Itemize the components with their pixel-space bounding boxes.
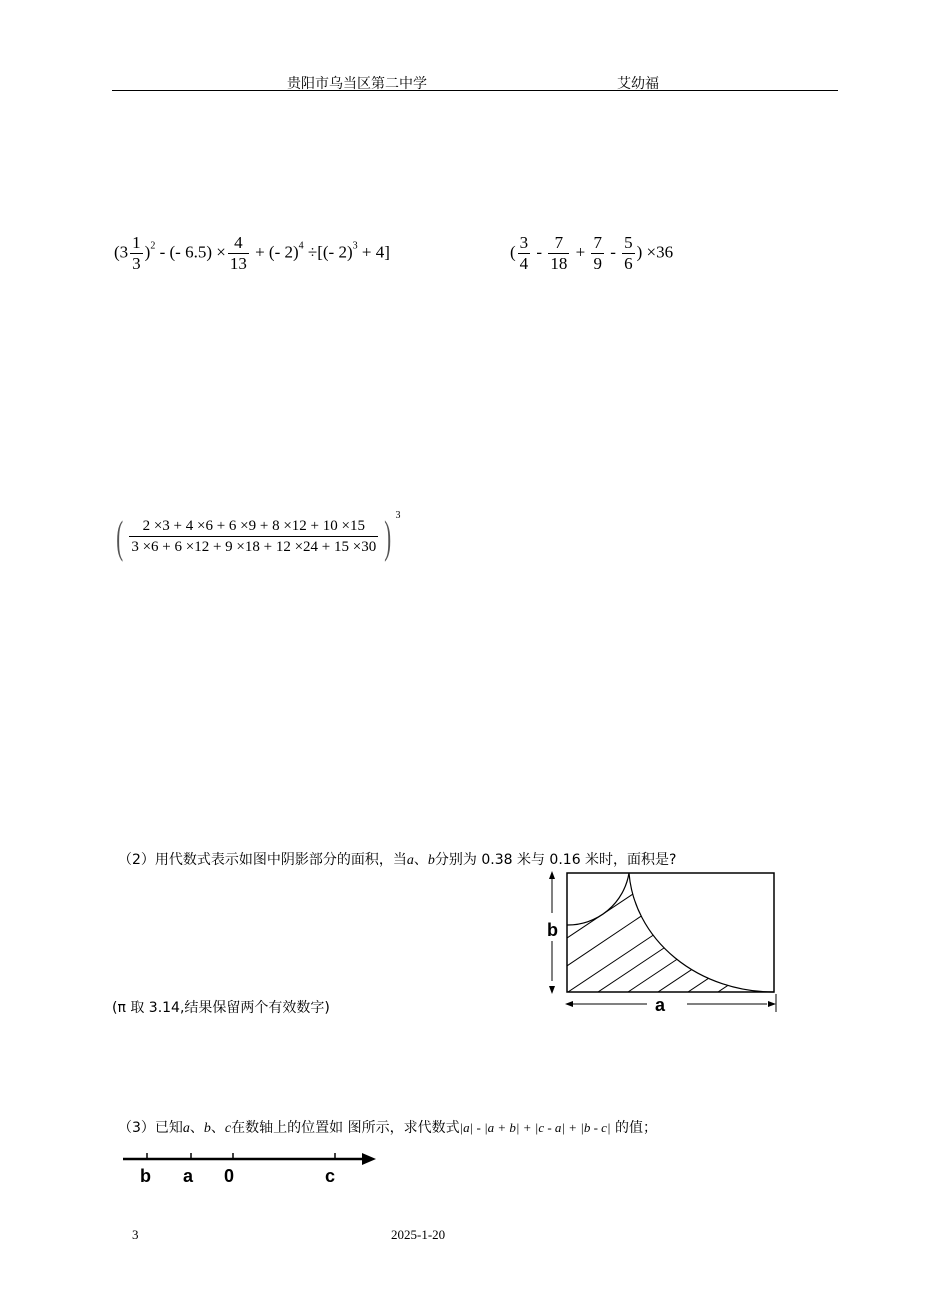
page-number: 3 bbox=[132, 1227, 139, 1242]
question-2-text: （2）用代数式表示如图中阴影部分的面积，当a、b分别为 0.38 米与 0.16 米时，面积是? bbox=[118, 852, 677, 868]
a-arrow-left bbox=[565, 1001, 573, 1007]
label-b: b bbox=[547, 920, 558, 940]
expr2-fraction-3: $\frac{7}{9}$ bbox=[593, 233, 602, 273]
axis-label-0: 0 bbox=[224, 1166, 235, 1186]
expr2-fraction-2: $\frac{7}{18}$ bbox=[550, 233, 568, 273]
b-arrow-bottom bbox=[549, 986, 555, 994]
expr1-open: (3 bbox=[114, 242, 129, 262]
header-author: 艾幼福 bbox=[617, 76, 659, 92]
expr1-fraction-2: $\frac{4}{13}$ bbox=[229, 233, 247, 273]
hatch-lines bbox=[540, 876, 785, 1004]
expression-2: ( $\frac{3}{4}$ - $\frac{7}{18}$ + $\frac{7}{9}$ - $\frac{5}{6}$ ) ×36 bbox=[510, 233, 674, 273]
axis-label-c: c bbox=[325, 1166, 336, 1186]
question-3-text: （3）已知a、b、c在数轴上的位置如 图所示，求代数式|a| - |a + b| + |c - a| + |b - c| 的值； bbox=[118, 1120, 657, 1136]
rectangle-outline bbox=[567, 873, 774, 992]
footer-date: 2025-1-20 bbox=[391, 1227, 446, 1242]
expr3-fraction: $\frac{2 \times 3 + 4 \times 6 + 6 \times 9 + 8 \times 12 + 10 \times 15}{3 \times 6 + 6 \times 12 + 9 \times 18 + 12 \times 24 + 15 \times 30}$ bbox=[131, 518, 377, 556]
expr1-fraction-1: $\frac{1}{3}$ bbox=[132, 233, 141, 273]
axis-arrow bbox=[362, 1153, 376, 1165]
large-arc bbox=[629, 873, 774, 992]
left-paren: ( bbox=[116, 511, 124, 563]
expression-1: (3 $\frac{1}{3}$ )$^2$ - (- 6.5) × $\frac{4}{13}$ + (- 2)$^4$ ÷[(- 2)$^3$ + 4] bbox=[114, 233, 390, 273]
header-school: 贵阳市乌当区第二中学 bbox=[287, 76, 427, 92]
right-paren: ) bbox=[384, 511, 392, 563]
b-arrow-top bbox=[549, 871, 555, 879]
question-2-note: (π 取 3.14,结果保留两个有效数字) bbox=[112, 1000, 330, 1016]
expr2-fraction-1: $\frac{3}{4}$ bbox=[519, 233, 529, 273]
number-line bbox=[120, 1148, 380, 1190]
expr2-fraction-4: $\frac{5}{6}$ bbox=[624, 233, 633, 273]
expr3-power: 3 bbox=[395, 510, 401, 521]
label-a: a bbox=[655, 995, 666, 1015]
shaded-area-figure bbox=[540, 866, 785, 1016]
axis-label-a: a bbox=[183, 1166, 194, 1186]
header-rule bbox=[112, 90, 838, 91]
axis-label-b: b bbox=[140, 1166, 151, 1186]
expression-3 bbox=[112, 510, 401, 563]
a-arrow-right bbox=[768, 1001, 776, 1007]
